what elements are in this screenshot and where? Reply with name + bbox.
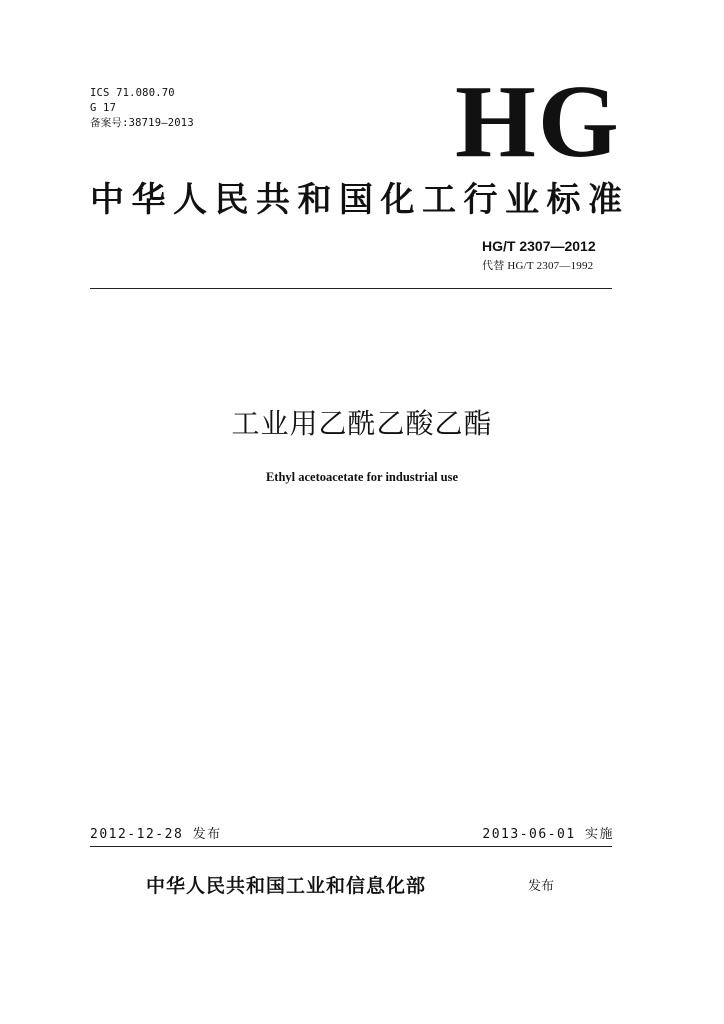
ics-code: ICS 71.080.70 xyxy=(90,87,175,99)
ccs-code: G 17 xyxy=(90,102,117,114)
org-title: 中华人民共和国化工行业标准 xyxy=(90,180,622,220)
implement-date: 2013-06-01 实施 xyxy=(482,827,614,842)
hg-logo: HG xyxy=(455,64,621,179)
filing-number: 备案号:38719—2013 xyxy=(90,117,194,129)
classification-block xyxy=(90,86,194,131)
chinese-title: 工业用乙酰乙酸乙酯 xyxy=(231,407,493,440)
issuer-action: 发布 xyxy=(528,879,555,894)
english-title: Ethyl acetoacetate for industrial use xyxy=(265,470,459,484)
standard-number: HG/T 2307—2012 xyxy=(482,238,596,254)
top-divider xyxy=(90,288,612,289)
issuer-name: 中华人民共和国工业和信息化部 xyxy=(146,875,427,897)
bottom-divider xyxy=(90,846,612,847)
standard-replaces: 代替 HG/T 2307—1992 xyxy=(482,260,594,272)
publish-date: 2012-12-28 发布 xyxy=(90,827,222,842)
